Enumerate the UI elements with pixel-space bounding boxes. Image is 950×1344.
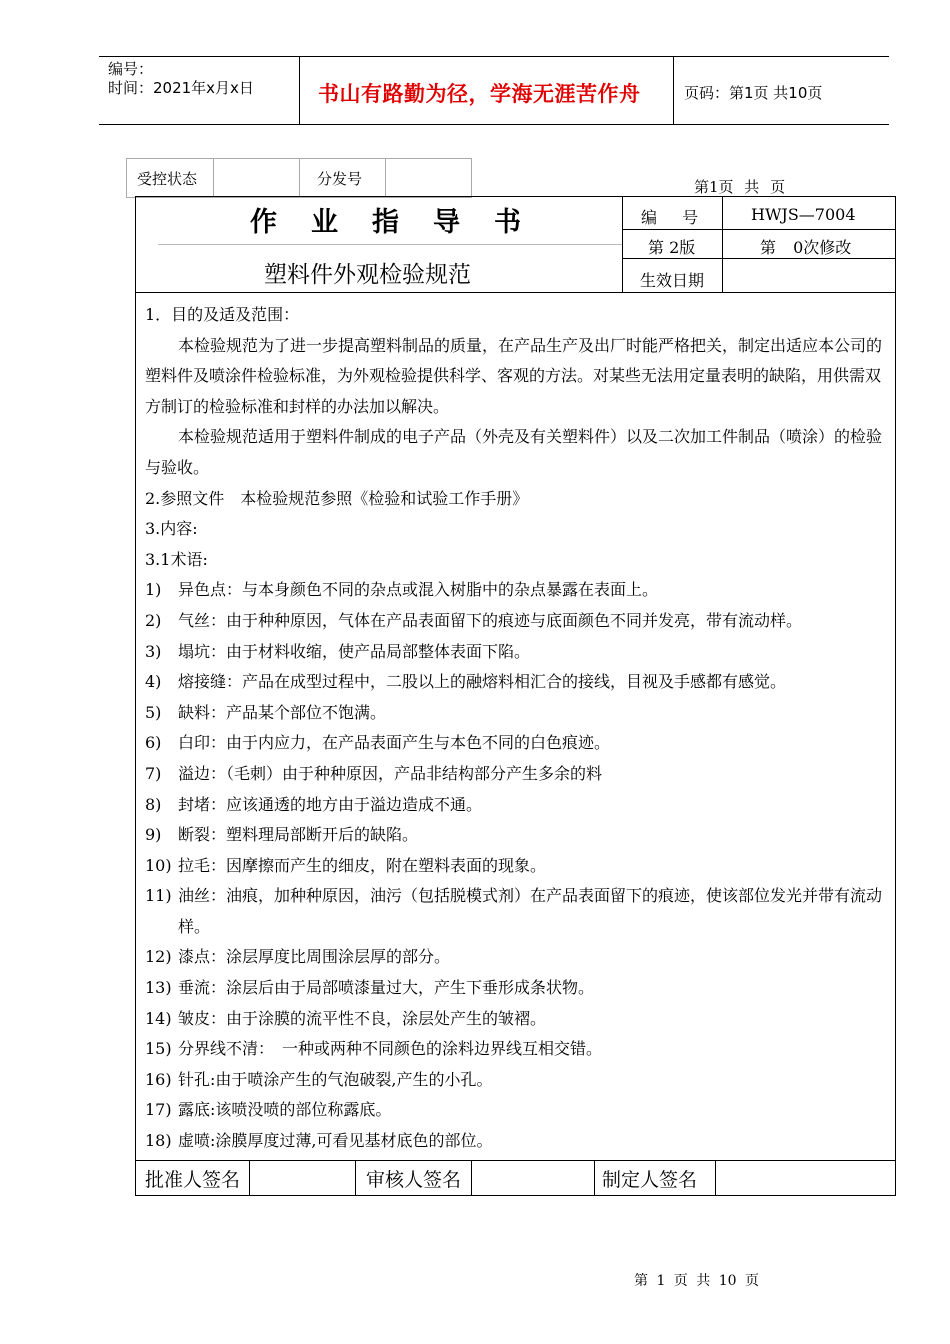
term-definition: 油丝：油痕，加种种原因，油污（包括脱模式剂）在产品表面留下的痕迹，使该部位发光并带有流动样。	[178, 886, 883, 936]
header-meta	[108, 60, 254, 98]
edition-label: 第 2版	[648, 238, 696, 257]
frame-divider	[622, 196, 623, 292]
header-divider	[299, 56, 300, 124]
section-1-heading: 1．目的及适及范围：	[145, 305, 300, 324]
list-item	[145, 667, 887, 698]
term-definition: 气丝：由于种种原因，气体在产品表面留下的痕迹与底面颜色不同并发亮，带有流动样。	[178, 610, 803, 630]
section-1-paragraph: 本检验规范为了进一步提高塑料制品的质量，在产品生产及出厂时能严格把关，制定出适应本公司的塑料件及喷涂件检验标准，为外观检验提供科学、客观的方法。对某些无法用定量表明的缺陷，用供需双方制订的检验标准和封样的办法加以解决。	[145, 335, 883, 416]
list-item	[145, 1034, 887, 1065]
distribution-number-value	[389, 159, 467, 197]
term-definition: 分界线不清： 一种或两种不同颜色的涂料边界线互相交错。	[178, 1039, 603, 1059]
term-number: 14)	[145, 1008, 172, 1028]
list-item	[145, 973, 887, 1004]
signature-divider	[249, 1160, 250, 1196]
distribution-number-label: 分发号	[317, 170, 363, 188]
list-item	[145, 820, 887, 851]
term-definition: 塌坑：由于材料收缩，使产品局部整体表面下陷。	[178, 641, 531, 661]
term-number: 18)	[145, 1131, 172, 1151]
effective-date-label: 生效日期	[640, 271, 705, 290]
section-3-1-heading: 3.1术语:	[145, 549, 208, 569]
signature-divider	[715, 1160, 716, 1196]
term-definition: 熔接缝：产品在成型过程中，二股以上的融熔料相汇合的接线，目视及手感都有感觉。	[178, 672, 787, 692]
list-item	[145, 1004, 887, 1035]
term-number: 10)	[145, 855, 172, 875]
term-number: 9)	[145, 825, 162, 845]
control-status-label: 受控状态	[137, 170, 198, 188]
signature-divider	[594, 1160, 595, 1196]
list-item	[145, 759, 887, 790]
term-number: 6)	[145, 733, 162, 753]
document-subtitle: 塑料件外观检验规范	[264, 262, 471, 288]
term-definition: 断裂：塑料理局部断开后的缺陷。	[178, 825, 419, 845]
term-definition: 针孔:由于喷涂产生的气泡破裂,产生的小孔。	[178, 1069, 493, 1089]
term-number: 17)	[145, 1100, 172, 1120]
list-item	[145, 606, 887, 637]
term-definition: 虚喷:涂膜厚度过薄,可看见基材底色的部位。	[178, 1131, 493, 1151]
approver-signature-label: 批准人签名	[145, 1169, 241, 1191]
control-divider	[213, 159, 214, 197]
doc-number-label: 编号：	[108, 60, 154, 78]
term-definition: 异色点：与本身颜色不同的杂点或混入树脂中的杂点暴露在表面上。	[178, 580, 659, 600]
preparer-signature-label: 制定人签名	[602, 1169, 698, 1191]
control-status-value	[217, 159, 297, 197]
terms-list	[145, 575, 887, 1156]
term-number: 8)	[145, 794, 162, 814]
frame-row-rule	[622, 258, 896, 259]
title-underline	[158, 244, 622, 245]
list-item	[145, 1065, 887, 1096]
term-definition: 漆点：涂层厚度比周围涂层厚的部分。	[178, 947, 451, 967]
term-number: 5)	[145, 702, 162, 722]
term-number: 13)	[145, 978, 172, 998]
term-number: 3)	[145, 641, 162, 661]
list-item	[145, 942, 887, 973]
control-divider	[299, 159, 300, 197]
term-definition: 拉毛：因摩擦而产生的细皮，附在塑料表面的现象。	[178, 855, 547, 875]
list-item	[145, 790, 887, 821]
control-divider	[385, 159, 386, 197]
code-label: 编 号	[641, 208, 699, 227]
term-definition: 皱皮：由于涂膜的流平性不良，涂层处产生的皱褶。	[178, 1008, 547, 1028]
control-status-table	[126, 158, 472, 198]
term-definition: 溢边：（毛刺）由于种种原因，产品非结构部分产生多余的料	[178, 763, 603, 783]
frame-divider	[722, 196, 723, 292]
header-motto: 书山有路勤为径，学海无涯苦作舟	[318, 82, 641, 106]
list-item	[145, 698, 887, 729]
section-2-reference: 2.参照文件 本检验规范参照《检验和试验工作手册》	[145, 488, 529, 508]
list-item	[145, 728, 887, 759]
header-top-rule	[99, 56, 889, 57]
header-page-info: 页码：第1页 共10页	[684, 84, 823, 102]
document-body	[145, 300, 887, 1157]
term-number: 4)	[145, 672, 162, 692]
reviewer-signature-label: 审核人签名	[366, 1169, 462, 1191]
term-number: 7)	[145, 763, 162, 783]
term-definition: 白印：由于内应力，在产品表面产生与本色不同的白色痕迹。	[178, 733, 611, 753]
term-definition: 垂流：涂层后由于局部喷漆量过大，产生下垂形成条状物。	[178, 978, 595, 998]
list-item	[145, 637, 887, 668]
term-number: 2)	[145, 610, 162, 630]
list-item	[145, 1126, 887, 1157]
revision-label: 第 0次修改	[760, 238, 852, 257]
signature-divider	[471, 1160, 472, 1196]
doc-time-label: 时间：2021年x月x日	[108, 79, 254, 97]
term-number: 12)	[145, 947, 172, 967]
page-of-indicator: 第1页 共 页	[694, 178, 786, 196]
section-3-heading: 3.内容:	[145, 519, 198, 539]
list-item	[145, 881, 887, 942]
list-item	[145, 851, 887, 882]
header-divider	[673, 56, 674, 124]
term-definition: 封堵：应该通透的地方由于溢边造成不通。	[178, 794, 483, 814]
term-definition: 缺料：产品某个部位不饱满。	[178, 702, 387, 722]
frame-row-rule	[135, 292, 896, 293]
term-number: 15)	[145, 1039, 172, 1059]
page-footer: 第 1 页 共 10 页	[634, 1273, 759, 1289]
list-item	[145, 1095, 887, 1126]
code-value: HWJS—7004	[751, 205, 856, 224]
list-item	[145, 575, 887, 606]
frame-row-rule	[622, 229, 896, 230]
document-title: 作业指导书	[250, 207, 555, 238]
term-number: 1)	[145, 580, 162, 600]
term-definition: 露底:该喷没喷的部位称露底。	[178, 1100, 392, 1120]
signature-divider	[355, 1160, 356, 1196]
section-1-paragraph: 本检验规范适用于塑料件制成的电子产品（外壳及有关塑料件）以及二次加工件制品（喷涂）的检验与验收。	[145, 427, 883, 477]
term-number: 16)	[145, 1069, 172, 1089]
term-number: 11)	[145, 886, 172, 906]
header-bottom-rule	[99, 124, 889, 125]
